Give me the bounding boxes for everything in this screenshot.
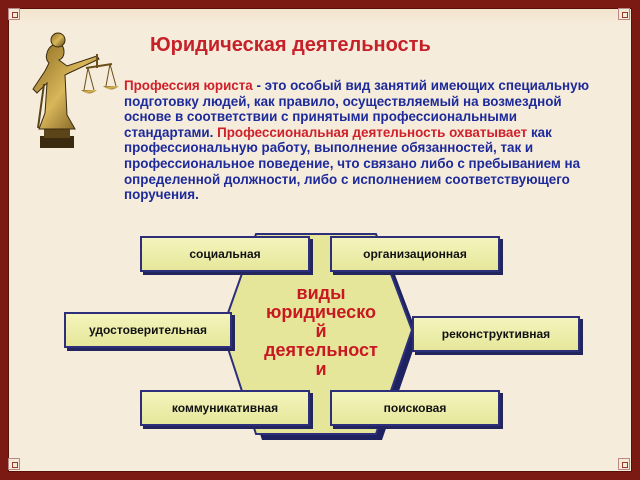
box-social: социальная xyxy=(140,236,310,272)
term-profession: Профессия юриста xyxy=(124,78,253,93)
center-line: юридическо xyxy=(266,302,376,322)
center-line: виды xyxy=(296,283,346,303)
center-line: и xyxy=(315,359,327,379)
diagram-center-label xyxy=(246,284,396,379)
box-communicative: коммуникативная xyxy=(140,390,310,426)
center-line: деятельност xyxy=(264,340,378,360)
slide-title: Юридическая деятельность xyxy=(150,34,431,56)
box-reconstructive: реконструктивная xyxy=(412,316,580,352)
box-search: поисковая xyxy=(330,390,500,426)
box-organizational: организационная xyxy=(330,236,500,272)
definition-profession: - это особый вид занятий имеющих специальную подготовку людей, как правило, осуществляемый на возмездной основе в соответствии с принятыми профессиональными стандартами. xyxy=(124,78,590,140)
definition-activity: как профессиональную работу, выполнение обязанностей, так и профессиональное поведение, что связано либо с пребыванием на определенной должности, либо с исполнением соответствующего поручения. xyxy=(124,124,581,203)
box-certifying: удостоверительная xyxy=(64,312,232,348)
center-line: й xyxy=(315,321,327,341)
term-activity: Профессиональная деятельность охватывает xyxy=(217,124,528,140)
